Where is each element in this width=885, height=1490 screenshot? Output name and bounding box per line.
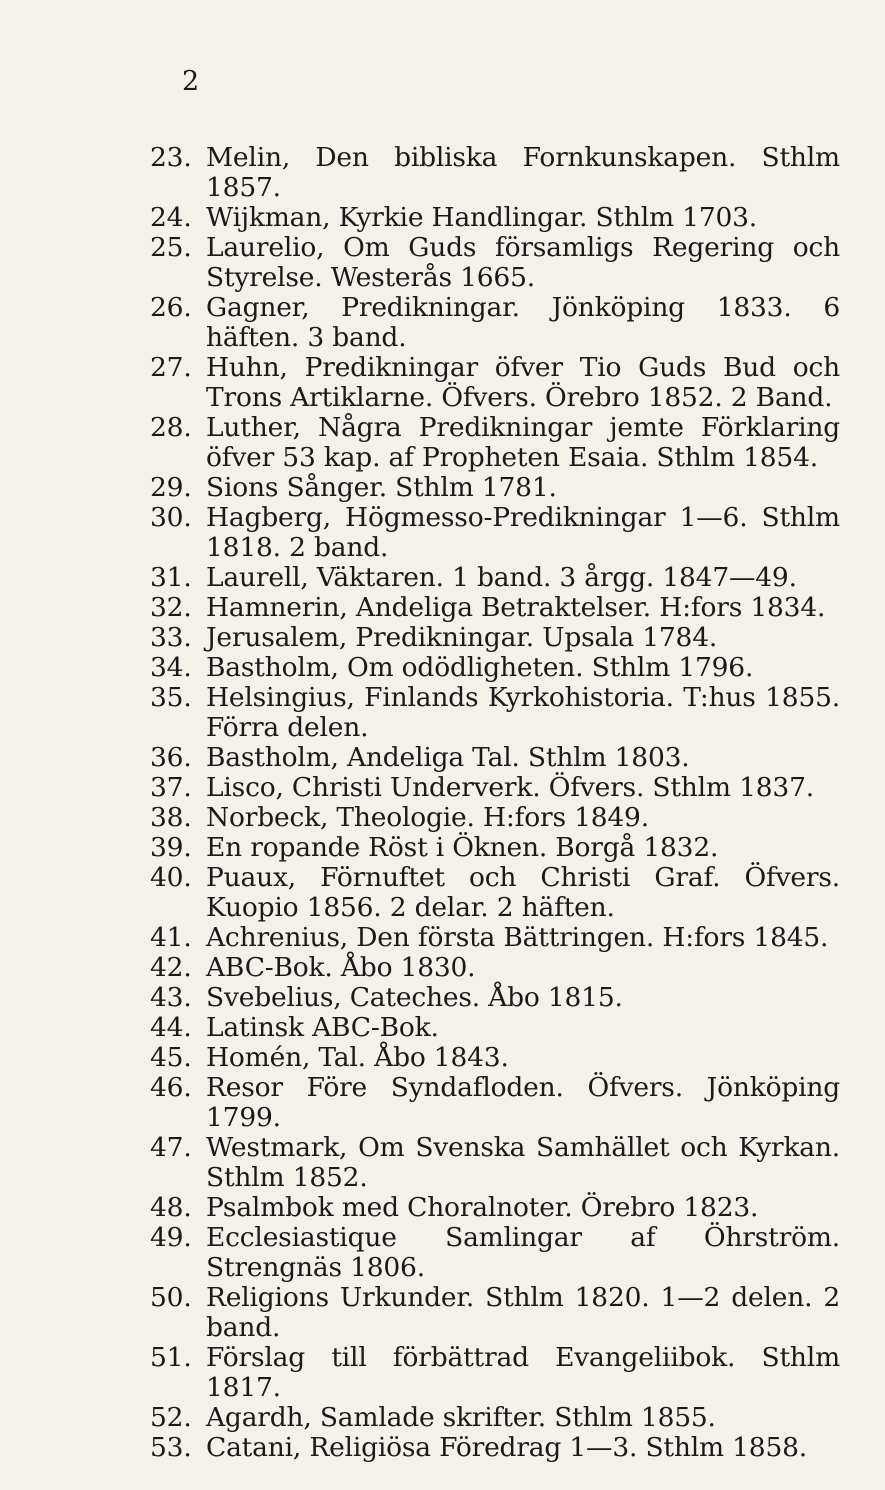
catalog-entry — [150, 143, 850, 203]
entry-text: Ecclesiastique Samlingar af Öhrström. Strengnäs 1806. — [206, 1222, 840, 1283]
catalog-entry — [150, 1073, 850, 1133]
entry-text: Luther, Några Predikningar jemte Förklaring öfver 53 kap. af Propheten Esaia. Sthlm 1854. — [206, 412, 840, 473]
catalog-entry — [150, 1223, 850, 1283]
entry-number: 40. — [150, 862, 192, 893]
entry-text: Huhn, Predikningar öfver Tio Guds Bud och Trons Artiklarne. Öfvers. Örebro 1852. 2 Band. — [206, 352, 840, 413]
catalog-entry — [150, 1193, 850, 1223]
entry-number: 29. — [150, 472, 192, 503]
entry-number: 28. — [150, 412, 192, 443]
entry-number: 38. — [150, 802, 192, 833]
catalog-entry — [150, 473, 850, 503]
entry-text: Jerusalem, Predikningar. Upsala 1784. — [206, 622, 718, 653]
entry-text: Norbeck, Theologie. H:fors 1849. — [206, 802, 649, 833]
entry-number: 30. — [150, 502, 192, 533]
catalog-entry — [150, 1013, 850, 1043]
entry-text: Wijkman, Kyrkie Handlingar. Sthlm 1703. — [206, 202, 758, 233]
entry-text: Bastholm, Andeliga Tal. Sthlm 1803. — [206, 742, 690, 773]
entry-text: Resor Före Syndafloden. Öfvers. Jönköping 1799. — [206, 1072, 840, 1133]
catalog-entry — [150, 923, 850, 953]
entry-text: Catani, Religiösa Föredrag 1—3. Sthlm 1858. — [206, 1432, 808, 1463]
catalog-entry — [150, 803, 850, 833]
entry-number: 33. — [150, 622, 192, 653]
catalog-entry — [150, 293, 850, 353]
entry-number: 42. — [150, 952, 192, 983]
entry-text: Lisco, Christi Underverk. Öfvers. Sthlm 1837. — [206, 772, 814, 803]
entry-number: 48. — [150, 1192, 192, 1223]
catalog-entry — [150, 1133, 850, 1193]
entry-text: Homén, Tal. Åbo 1843. — [206, 1042, 509, 1073]
entry-text: Achrenius, Den första Bättringen. H:fors 1845. — [206, 922, 829, 953]
entry-text: Puaux, Förnuftet och Christi Graf. Öfvers. Kuopio 1856. 2 delar. 2 häften. — [206, 862, 840, 923]
entry-number: 24. — [150, 202, 192, 233]
catalog-entry — [150, 1283, 850, 1343]
catalog-entry — [150, 1433, 850, 1463]
entry-number: 27. — [150, 352, 192, 383]
catalog-entry — [150, 563, 850, 593]
catalog-list — [150, 143, 850, 1463]
catalog-entry — [150, 623, 850, 653]
entry-number: 26. — [150, 292, 192, 323]
entry-text: ABC-Bok. Åbo 1830. — [206, 952, 476, 983]
entry-number: 44. — [150, 1012, 192, 1043]
catalog-entry — [150, 503, 850, 563]
catalog-entry — [150, 773, 850, 803]
catalog-entry — [150, 1043, 850, 1073]
entry-number: 50. — [150, 1282, 192, 1313]
entry-number: 49. — [150, 1222, 192, 1253]
entry-text: Westmark, Om Svenska Samhället och Kyrkan. Sthlm 1852. — [206, 1132, 840, 1193]
catalog-entry — [150, 1343, 850, 1403]
entry-text: Laurell, Väktaren. 1 band. 3 årgg. 1847—49. — [206, 562, 797, 593]
entry-number: 34. — [150, 652, 192, 683]
entry-text: Gagner, Predikningar. Jönköping 1833. 6 häften. 3 band. — [206, 292, 840, 353]
entry-number: 36. — [150, 742, 192, 773]
entry-number: 39. — [150, 832, 192, 863]
catalog-entry — [150, 863, 850, 923]
entry-text: Latinsk ABC-Bok. — [206, 1012, 439, 1043]
entry-number: 52. — [150, 1402, 192, 1433]
entry-number: 35. — [150, 682, 192, 713]
entry-number: 31. — [150, 562, 192, 593]
entry-number: 45. — [150, 1042, 192, 1073]
entry-number: 46. — [150, 1072, 192, 1103]
catalog-entry — [150, 683, 850, 743]
catalog-entry — [150, 983, 850, 1013]
catalog-entry — [150, 353, 850, 413]
entry-text: Svebelius, Cateches. Åbo 1815. — [206, 982, 623, 1013]
entry-number: 43. — [150, 982, 192, 1013]
entry-text: Helsingius, Finlands Kyrkohistoria. T:hus 1855. Förra delen. — [206, 682, 840, 743]
entry-text: Bastholm, Om odödligheten. Sthlm 1796. — [206, 652, 754, 683]
entry-text: Laurelio, Om Guds församligs Regering och Styrelse. Westerås 1665. — [206, 232, 840, 293]
entry-number: 37. — [150, 772, 192, 803]
catalog-entry — [150, 833, 850, 863]
entry-text: Psalmbok med Choralnoter. Örebro 1823. — [206, 1192, 759, 1223]
entry-text: Melin, Den bibliska Fornkunskapen. Sthlm 1857. — [206, 142, 840, 203]
entry-number: 53. — [150, 1432, 192, 1463]
entry-text: En ropande Röst i Öknen. Borgå 1832. — [206, 832, 719, 863]
entry-text: Sions Sånger. Sthlm 1781. — [206, 472, 557, 503]
entry-number: 51. — [150, 1342, 192, 1373]
catalog-entry — [150, 593, 850, 623]
catalog-entry — [150, 1403, 850, 1433]
entry-number: 41. — [150, 922, 192, 953]
entry-text: Hamnerin, Andeliga Betraktelser. H:fors 1834. — [206, 592, 826, 623]
entry-number: 32. — [150, 592, 192, 623]
entry-number: 47. — [150, 1132, 192, 1163]
entry-number: 25. — [150, 232, 192, 263]
entry-text: Hagberg, Högmesso-Predikningar 1—6. Sthlm 1818. 2 band. — [206, 502, 840, 563]
entry-text: Förslag till förbättrad Evangeliibok. Sthlm 1817. — [206, 1342, 840, 1403]
entry-text: Religions Urkunder. Sthlm 1820. 1—2 delen. 2 band. — [206, 1282, 840, 1343]
catalog-entry — [150, 413, 850, 473]
catalog-entry — [150, 203, 850, 233]
catalog-entry — [150, 743, 850, 773]
catalog-entry — [150, 953, 850, 983]
page-number: 2 — [182, 66, 200, 97]
catalog-entry — [150, 653, 850, 683]
entry-text: Agardh, Samlade skrifter. Sthlm 1855. — [206, 1402, 716, 1433]
entry-number: 23. — [150, 142, 192, 173]
catalog-entry — [150, 233, 850, 293]
